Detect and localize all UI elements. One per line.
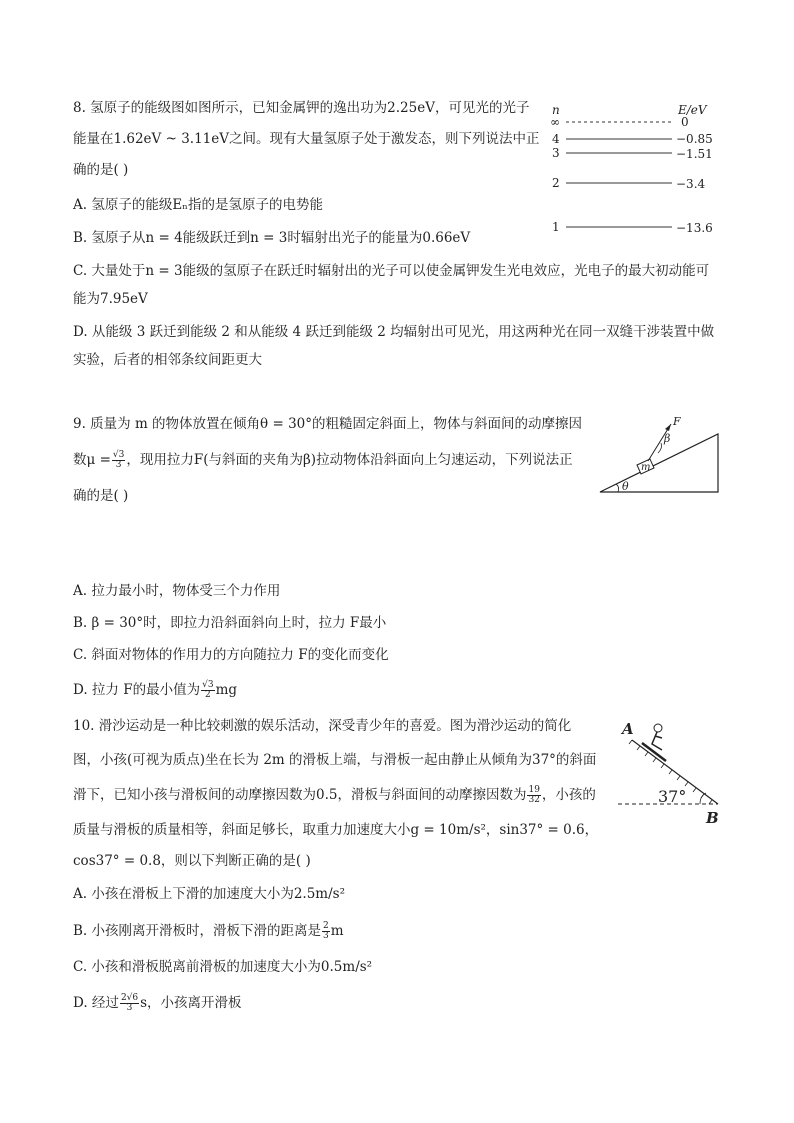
q9-stem-line-2-rest: ，现用拉力F(与斜面的夹角为β)拉动物体沿斜面向上匀速运动，下列说法正 bbox=[126, 452, 573, 468]
angle-label: 37° bbox=[658, 787, 687, 806]
n-axis-label: n bbox=[552, 103, 560, 117]
q9-stem-line-2 bbox=[73, 450, 573, 470]
q9-option-d-denominator: 2 bbox=[204, 690, 211, 700]
q10-option-b-denominator: 3 bbox=[323, 931, 329, 941]
q10-option-a: A. 小孩在滑板上下滑的加速度大小为2.5m/s² bbox=[73, 886, 345, 902]
q9-mu-numerator: √3 bbox=[112, 450, 125, 460]
q10-stem-line-3-suffix: ，小孩的 bbox=[541, 787, 596, 803]
q9-option-d bbox=[73, 680, 237, 700]
q10-option-c: C. 小孩和滑板脱离前滑板的加速度大小为0.5m/s² bbox=[73, 959, 373, 975]
q10-option-d-numerator: 2√6 bbox=[120, 993, 139, 1003]
q10-stem-line-3-prefix: 滑下，已知小孩与滑板间的动摩擦因数为0.5，滑板与斜面间的动摩擦因数为 bbox=[73, 787, 527, 803]
level-4-energy: −0.85 bbox=[676, 132, 713, 146]
q10-stem-line-5: cos37° = 0.8，则以下判断正确的是( ) bbox=[73, 853, 311, 869]
q9-stem-line-1: 9. 质量为 m 的物体放置在倾角θ = 30°的粗糙固定斜面上，物体与斜面间的动摩擦因 bbox=[73, 416, 583, 432]
q8-stem-line-3: 确的是( ) bbox=[73, 162, 129, 178]
q8-option-b: B. 氢原子从n = 4能级跃迁到n = 3时辐射出光子的能量为0.66eV bbox=[73, 230, 471, 246]
level-inf-energy: 0 bbox=[681, 115, 689, 129]
level-2-energy: −3.4 bbox=[676, 177, 706, 191]
level-3-energy: −1.51 bbox=[676, 147, 713, 161]
level-1-n: 1 bbox=[552, 220, 560, 234]
q10-option-b-fraction bbox=[322, 922, 330, 941]
q9-option-b: B. β = 30°时，即拉力沿斜面斜向上时，拉力 F最小 bbox=[73, 615, 387, 631]
q10-fraction-denominator: 32 bbox=[528, 795, 540, 805]
q10-stem-line-3 bbox=[73, 785, 596, 805]
point-b-label: B bbox=[706, 809, 719, 826]
q8-option-d-line-2: 实验，后者的相邻条纹间距更大 bbox=[73, 352, 262, 368]
q9-option-d-suffix: mg bbox=[215, 682, 238, 698]
q10-stem-line-2: 图，小孩(可视为质点)坐在长为 2m 的滑板上端，与滑板一起由静止从倾角为37°的斜面 bbox=[73, 752, 597, 768]
force-label: F bbox=[673, 415, 681, 428]
level-4-n: 4 bbox=[552, 132, 560, 146]
level-2-n: 2 bbox=[552, 176, 560, 190]
level-3-n: 3 bbox=[552, 146, 560, 160]
level-inf-n: ∞ bbox=[550, 115, 560, 129]
level-1-energy: −13.6 bbox=[676, 221, 713, 235]
theta-arc bbox=[616, 484, 619, 492]
q10-option-d bbox=[73, 993, 242, 1013]
child-body bbox=[652, 732, 662, 750]
q10-stem-line-1: 10. 滑沙运动是一种比较刺激的娱乐活动，深受青少年的喜爱。图为滑沙运动的简化 bbox=[73, 718, 572, 734]
q8-stem-line-2: 能量在1.62eV ~ 3.11eV之间。现有大量氢原子处于激发态，则下列说法中正 bbox=[73, 131, 540, 147]
q10-option-b bbox=[73, 921, 344, 941]
energy-level-diagram bbox=[548, 100, 728, 240]
q10-option-d-prefix: D. 经过 bbox=[73, 995, 119, 1011]
q8-stem-line-1: 8. 氢原子的能级图如图所示，已知金属钾的逸出功为2.25eV，可见光的光子 bbox=[73, 100, 530, 116]
q10-option-b-numerator: 2 bbox=[323, 921, 329, 931]
q8-option-d-line-1: D. 从能级 3 跃迁到能级 2 和从能级 4 跃迁到能级 2 均辐射出可见光，用这两种光在同一双缝干涉装置中做 bbox=[73, 324, 715, 340]
q10-option-d-suffix: s，小孩离开滑板 bbox=[140, 995, 242, 1011]
q8-option-c-line-2: 能为7.95eV bbox=[73, 291, 148, 307]
incline-force-figure bbox=[598, 410, 723, 496]
q9-mu-fraction bbox=[112, 451, 125, 470]
q9-mu-prefix: 数μ = bbox=[73, 452, 111, 468]
force-arrowhead bbox=[665, 424, 671, 431]
q9-option-a: A. 拉力最小时，物体受三个力作用 bbox=[73, 583, 281, 599]
child-head bbox=[654, 724, 662, 732]
theta-label: θ bbox=[622, 480, 629, 493]
q9-option-d-prefix: D. 拉力 F的最小值为 bbox=[73, 682, 201, 698]
beta-label: β bbox=[664, 432, 671, 445]
q10-stem-line-4: 质量与滑板的质量相等，斜面足够长，取重力加速度大小g = 10m/s²，sin37° = 0.6， bbox=[73, 822, 599, 838]
q9-option-c: C. 斜面对物体的作用力的方向随拉力 F的变化而变化 bbox=[73, 647, 389, 663]
q10-option-d-denominator: 3 bbox=[126, 1003, 133, 1013]
q10-fraction-numerator: 19 bbox=[528, 785, 540, 795]
q9-mu-denominator: 3 bbox=[115, 460, 122, 470]
q10-option-d-fraction bbox=[120, 994, 139, 1013]
point-a-label: A bbox=[622, 720, 634, 738]
q8-option-a: A. 氢原子的能级Eₙ指的是氢原子的电势能 bbox=[73, 197, 324, 213]
q10-option-b-suffix: m bbox=[330, 923, 344, 939]
q9-option-d-fraction bbox=[201, 681, 214, 700]
q10-friction-fraction bbox=[527, 786, 540, 805]
q9-option-d-numerator: √3 bbox=[202, 680, 214, 690]
sand-slide-figure bbox=[618, 716, 738, 826]
q8-option-c-line-1: C. 大量处于n = 3能级的氢原子在跃迁时辐射出的光子可以使金属钾发生光电效应，光电子的最大初动能可 bbox=[73, 263, 710, 279]
mass-label: m bbox=[641, 462, 651, 473]
q10-option-b-prefix: B. 小孩刚离开滑板时，滑板下滑的距离是 bbox=[73, 923, 322, 939]
q9-stem-line-3: 确的是( ) bbox=[73, 488, 129, 504]
energy-axis-label: E/eV bbox=[678, 103, 707, 117]
